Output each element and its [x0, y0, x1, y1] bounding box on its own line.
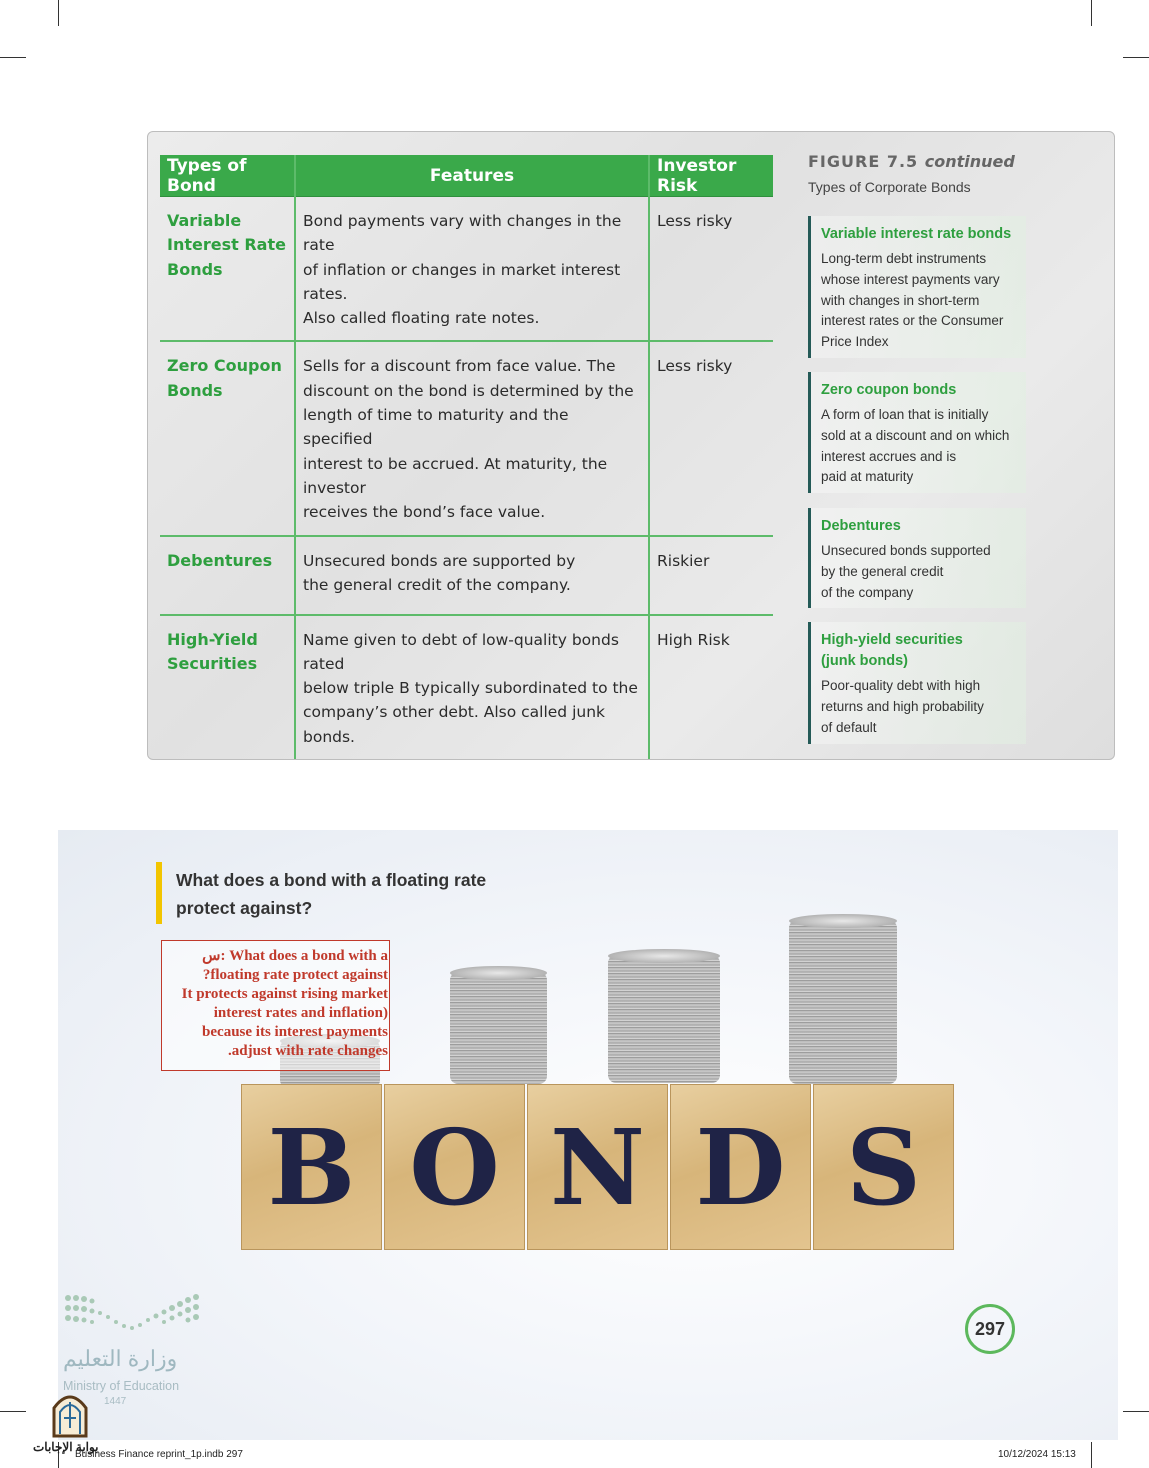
definition-term: Variable interest rate bonds [821, 226, 1012, 242]
features-cell: Bond payments vary with changes in the rate of inflation or changes in market interest rates. Also called floating rate notes. [295, 197, 649, 342]
ministry-name-arabic: وزارة التعليم [63, 1346, 178, 1371]
definition-text: Long-term debt instruments whose interest payments vary with changes in short-term interest rates or the Consumer Price Index [821, 251, 1004, 350]
definition-term: Debentures [821, 518, 901, 534]
crop-mark [1091, 1442, 1092, 1468]
table-row [160, 615, 773, 759]
risk-cell: Less risky [649, 341, 773, 535]
site-logo-text: بوابة الإجابات [33, 1440, 99, 1454]
crop-mark [1123, 1411, 1149, 1412]
letter-block [241, 1084, 382, 1250]
coin-stack [450, 972, 547, 1084]
header-features: Features [295, 155, 649, 197]
ministry-name-english: Ministry of Education [63, 1379, 180, 1393]
ministry-dots-logo [64, 1292, 200, 1336]
definition-term: Zero coupon bonds [821, 382, 957, 398]
table-row [160, 536, 773, 615]
crop-mark [0, 57, 26, 58]
footer-date: 10/12/2024 15:13 [998, 1449, 1076, 1460]
table-row [160, 341, 773, 535]
definition-box [808, 508, 1026, 608]
block-letter: S [845, 1105, 922, 1229]
features-cell: Name given to debt of low-quality bonds rated below triple B typically subordinated to the company’s other debt. Also called junk bonds. [295, 615, 649, 759]
coin-stack [608, 955, 720, 1083]
block-letter: D [695, 1105, 786, 1229]
site-logo-icon [48, 1388, 92, 1438]
bond-type-cell: Zero Coupon Bonds [160, 341, 295, 535]
question-accent-bar [156, 862, 162, 924]
letter-block [527, 1084, 668, 1250]
coin-stack [789, 920, 897, 1084]
letter-block [813, 1084, 954, 1250]
risk-cell: Less risky [649, 197, 773, 342]
header-investor-risk: Investor Risk [649, 155, 773, 197]
table-header-row [160, 155, 773, 197]
letter-block [384, 1084, 525, 1250]
block-letter: B [267, 1105, 356, 1229]
crop-mark [1123, 57, 1149, 58]
definition-text: Poor-quality debt with high returns and high probability of default [821, 678, 984, 735]
bond-type-cell: High-Yield Securities [167, 629, 258, 673]
block-letter: O [409, 1105, 500, 1229]
table-row [160, 197, 773, 342]
features-cell: Sells for a discount from face value. The discount on the bond is determined by the length of time to maturity and the specified interest to be accrued. At maturity, the investor receives the bond’s face value. [295, 341, 649, 535]
page-number: 297 [965, 1304, 1015, 1354]
definition-box [808, 622, 1026, 744]
definition-text: Unsecured bonds supported by the general credit of the company [821, 543, 991, 600]
ministry-year: 1447 [104, 1396, 127, 1407]
definition-box [808, 216, 1026, 358]
risk-cell: Riskier [649, 536, 773, 615]
answer-box: س: What does a bond with a ?floating rate protect against It protects against rising market interest rates and inflation) because its interest payments .adjust with rate changes [161, 940, 390, 1071]
bond-type-cell: Debentures [160, 536, 295, 615]
crop-mark [58, 0, 59, 26]
block-letter: N [549, 1105, 646, 1229]
bond-types-table [160, 155, 773, 759]
footer-file-info: Business Finance reprint_1p.indb 297 [75, 1449, 243, 1460]
definition-term: High-yield securities (junk bonds) [821, 632, 963, 669]
definition-box [808, 372, 1026, 493]
crop-mark [1091, 0, 1092, 26]
figure-subtitle: Types of Corporate Bonds [808, 179, 971, 195]
figure-title: FIGURE 7.5 continued [808, 152, 1015, 171]
features-cell: Unsecured bonds are supported by the general credit of the company. [295, 536, 649, 615]
question-text: What does a bond with a floating rate protect against? [176, 870, 487, 918]
bond-type-cell: Variable Interest Rate Bonds [160, 197, 295, 342]
definition-text: A form of loan that is initially sold at a discount and on which interest accrues and is paid at maturity [821, 407, 1010, 485]
header-types-of-bond: Types of Bond [160, 155, 295, 197]
risk-cell: High Risk [649, 615, 773, 759]
crop-mark [0, 1411, 26, 1412]
letter-block [670, 1084, 811, 1250]
